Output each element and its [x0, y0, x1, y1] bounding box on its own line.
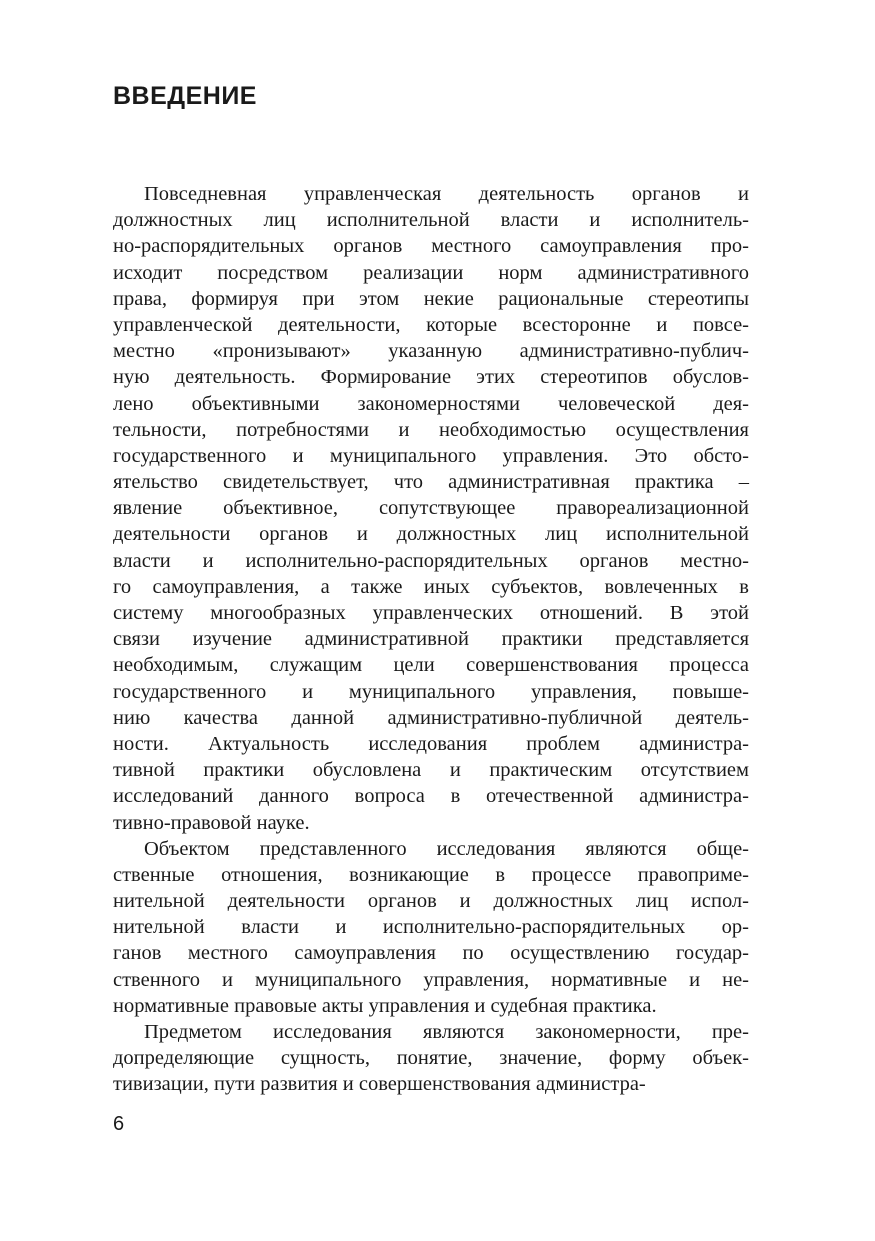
body-text: [113, 181, 749, 1098]
text-line: но-распорядительных органов местного самоуправления про-: [113, 235, 749, 258]
text-line: Предметом исследования являются закономерности, пре-: [144, 1021, 749, 1043]
text-line: должностных лиц исполнительной власти и исполнитель-: [113, 209, 749, 232]
text-line: управленческой деятельности, которые всесторонне и повсе-: [113, 313, 749, 336]
paragraph: [113, 836, 749, 1019]
text-line: го самоуправления, а также иных субъектов, вовлеченных в: [113, 575, 749, 598]
text-line: Объектом представленного исследования являются обще-: [144, 837, 749, 860]
text-line: исследований данного вопроса в отечественной администра-: [113, 785, 749, 808]
text-line: необходимым, служащим цели совершенствования процесса: [113, 654, 749, 677]
text-line: лено объективными закономерностями человеческой дея-: [113, 392, 749, 415]
text-line: нительной деятельности органов и должностных лиц испол-: [113, 890, 749, 913]
text-line: нормативные правовые акты управления и судебная практика.: [113, 994, 657, 1017]
text-line: нительной власти и исполнительно-распорядительных ор-: [113, 916, 749, 939]
text-line: ности. Актуальность исследования проблем администра-: [113, 732, 749, 755]
text-line: тивной практики обусловлена и практическим отсутствием: [113, 759, 749, 782]
text-line: связи изучение административной практики представляется: [113, 628, 749, 651]
text-line: исходит посредством реализации норм административного: [113, 261, 749, 284]
text-line: нию качества данной административно-публичной деятель-: [113, 706, 749, 729]
text-line: Повседневная управленческая деятельность органов и: [144, 183, 749, 205]
paragraph: [113, 1019, 749, 1098]
text-line: систему многообразных управленческих отношений. В этой: [113, 602, 749, 624]
text-line: явление объективное, сопутствующее правореализационной: [113, 497, 749, 520]
text-line: тивизации, пути развития и совершенствования администра-: [113, 1073, 646, 1096]
paragraph: [113, 181, 749, 836]
text-line: права, формируя при этом некие рациональные стереотипы: [113, 287, 749, 310]
page-title: ВВЕДЕНИЕ: [113, 82, 257, 110]
text-line: допределяющие сущность, понятие, значение, форму объек-: [113, 1047, 749, 1070]
text-line: тивно-правовой науке.: [113, 811, 310, 834]
text-line: ятельство свидетельствует, что административная практика –: [113, 471, 749, 494]
text-line: тельности, потребностями и необходимостью осуществления: [113, 418, 749, 441]
text-line: деятельности органов и должностных лиц исполнительной: [113, 523, 749, 546]
text-line: местно «пронизывают» указанную административно-публич-: [113, 340, 749, 363]
text-line: ственного и муниципального управления, нормативные и не-: [113, 968, 749, 991]
page-number: 6: [113, 1113, 125, 1135]
text-line: власти и исполнительно-распорядительных органов местно-: [113, 549, 749, 572]
text-line: государственного и муниципального управления, повыше-: [113, 680, 749, 703]
text-line: ную деятельность. Формирование этих стереотипов обуслов-: [113, 366, 749, 389]
text-line: ственные отношения, возникающие в процессе правоприме-: [113, 863, 749, 886]
text-line: государственного и муниципального управления. Это обсто-: [113, 444, 749, 467]
text-line: ганов местного самоуправления по осуществлению государ-: [113, 942, 749, 965]
